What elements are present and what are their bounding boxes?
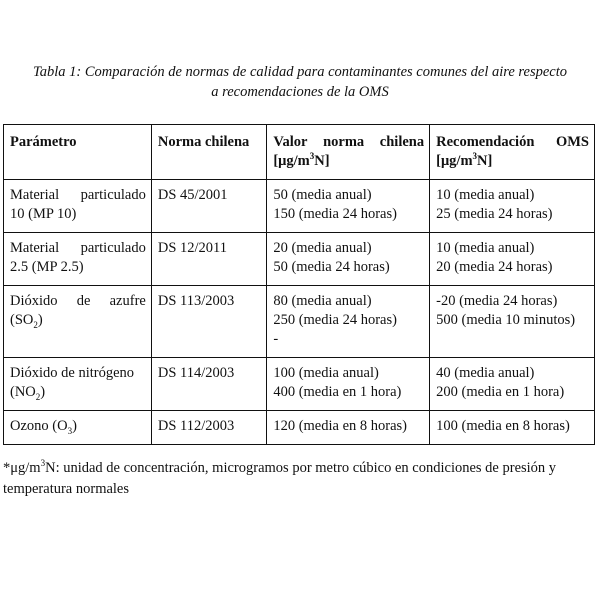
table-row: [4, 286, 595, 358]
cell-norma: DS 12/2011: [151, 233, 266, 286]
caption-line-2: a recomendaciones de la OMS: [211, 84, 389, 100]
cell-norma: DS 112/2003: [151, 411, 266, 445]
header-valor-line: Valor norma chilena: [273, 134, 425, 150]
table-footnote: $*\mu g/m^3N$: unidad de concentración, microgramos por metro cúbico en condiciones de presión y temperatura normales: [3, 458, 557, 497]
cell-parametro: Dióxido de nitrógeno $(NO_2)$: [4, 358, 152, 411]
cell-norma: DS 113/2003: [151, 286, 266, 358]
cell-oms: 10 (media anual) 25 (media 24 horas): [430, 180, 595, 233]
cell-valor: 80 (media anual) 250 (media 24 horas) -: [267, 286, 430, 358]
cell-parametro: Ozono $(O_3)$: [4, 411, 152, 445]
cell-norma: DS 45/2001: [151, 180, 266, 233]
cell-oms: -20 (media 24 horas) 500 (media 10 minutos): [430, 286, 595, 358]
cell-valor: 120 (media en 8 horas): [267, 411, 430, 445]
cell-oms: 100 (media en 8 horas): [430, 411, 595, 445]
header-recomendacion-oms: [430, 125, 595, 180]
cell-parametro: Dióxido de azufre $(SO_2)$: [4, 286, 152, 358]
comparison-table: [3, 124, 595, 445]
cell-norma: DS 114/2003: [151, 358, 266, 411]
cell-parametro: Material particulado 2.5 (MP 2.5): [4, 233, 152, 286]
cell-valor: 100 (media anual) 400 (media en 1 hora): [267, 358, 430, 411]
cell-parametro: Material particulado 10 (MP 10): [4, 180, 152, 233]
cell-oms: 10 (media anual) 20 (media 24 horas): [430, 233, 595, 286]
cell-oms: 40 (media anual) 200 (media en 1 hora): [430, 358, 595, 411]
header-norma-chilena: Norma chilena: [151, 125, 266, 180]
caption-line-1: Tabla 1: Comparación de normas de calidad para contaminantes comunes del aire respecto: [32, 64, 568, 80]
header-valor-norma: [267, 125, 430, 180]
cell-valor: 20 (media anual) 50 (media 24 horas): [267, 233, 430, 286]
header-valor-unit: $[\mu g/m^3N]$: [273, 151, 330, 169]
header-row: [4, 125, 595, 180]
header-oms-line: Recomendación OMS: [436, 134, 589, 150]
header-parametro: Parámetro: [4, 125, 152, 180]
table-row: [4, 233, 595, 286]
cell-valor: 50 (media anual) 150 (media 24 horas): [267, 180, 430, 233]
table-row: [4, 180, 595, 233]
table-row: [4, 411, 595, 445]
header-oms-unit: $[\mu g/m^3N]$: [436, 151, 493, 169]
table-caption: [0, 62, 600, 102]
table-row: [4, 358, 595, 411]
